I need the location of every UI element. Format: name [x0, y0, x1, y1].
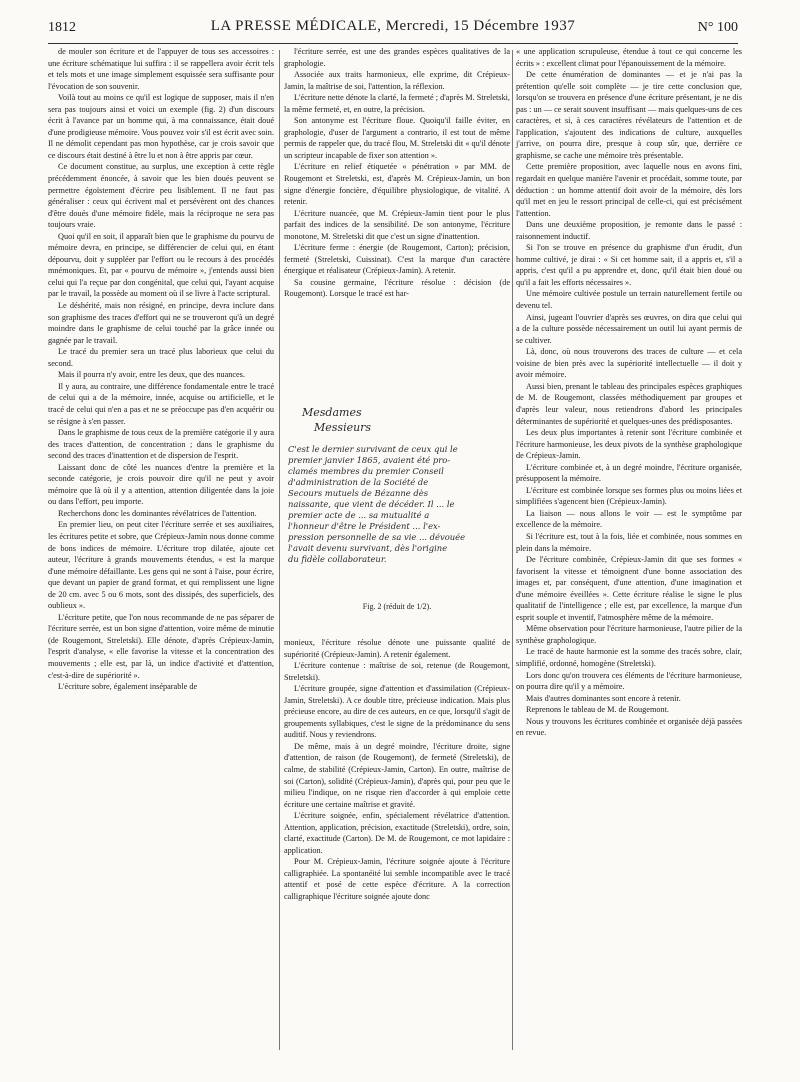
issue-number: N° 100	[697, 20, 738, 35]
paragraph: Ainsi, jugeant l'ouvrier d'après ses œuvres, on dira que celui qui a de la culture possède nécessairement un outil lui ayant permis de se cultiver.	[516, 312, 742, 345]
handwriting-image	[284, 400, 510, 592]
paragraph: Sa cousine germaine, l'écriture résolue : décision (de Rougemont). Lorsque le tracé est har-	[284, 277, 510, 299]
column-middle-bottom	[284, 637, 510, 1057]
paragraph: Mais il pourra n'y avoir, entre les deux, que des nuances.	[58, 370, 245, 380]
page-header	[48, 18, 738, 40]
paragraph: Le déshérité, mais non résigné, en principe, devra inclure dans son graphisme des traces d'effort qui ne se trouveront qu'à un degré moindre dans le graphisme de celui touché par la grâce innée ou gagnée par le travail.	[48, 301, 274, 345]
paragraph: L'écriture soignée, enfin, spécialement révélatrice d'attention. Attention, application, précision, exactitude (Streletski), ordre, soin, clarté, exactitude (Carton). De M. de Rougemont, ce mot lapidaire : application.	[284, 811, 510, 855]
paragraph: Pour M. Crépieux-Jamin, l'écriture soignée ajoute à l'écriture calligraphiée. La spontanéité lui semble incompatible avec le tracé attentif et posé de cette espèce d'écriture. A la correction calligraphique l'écriture soignée ajoute donc	[284, 857, 510, 902]
column-right	[516, 46, 742, 1056]
handwriting-line: l'honneur d'être le Président ... l'ex-	[288, 521, 441, 531]
paragraph: L'écriture est combinée lorsque ses formes plus ou moins liées et simplifiées s'agencent bien (Crépieux-Jamin).	[516, 485, 742, 507]
paragraph: Même observation pour l'écriture harmonieuse, l'autre pilier de la synthèse graphologique.	[516, 624, 742, 645]
column-divider-right	[512, 50, 513, 1050]
paragraph: L'écriture nette dénote la clarté, la fermeté ; d'après M. Streletski, la même fermeté, et, en outre, la précision.	[284, 93, 510, 114]
paragraph: Son antonyme est l'écriture floue. Quoiqu'il faille éviter, en graphologie, d'user de l'argument a contrario, il est tout de même permis de rappeler que, du tracé flou, M. Streletski dit « qu'il dénote un scripteur incapable de fixer son attention ».	[284, 116, 510, 160]
paragraph: Reprenons le tableau de M. de Rougemont.	[526, 705, 669, 715]
paragraph: Le tracé de haute harmonie est la somme des tracés sobre, clair, simplifié, ordonné, homogène (Streletski).	[516, 647, 742, 668]
paragraph: L'écriture en relief étiquetée « pénétration » par MM. de Rougemont et Streletski, est, d'après M. Crépieux-Jamin, un bon signe d'énergie foncière, d'équilibre physiologique, de vitalité. A retenir.	[284, 162, 510, 207]
paragraph: Le tracé du premier sera un tracé plus laborieux que celui du second.	[48, 347, 274, 368]
paragraph: Quoi qu'il en soit, il apparaît bien que le graphisme du pourvu de mémoire devra, en principe, se différencier de celui qui, en étant dépourvu, doit y suppléer par l'effort ou le recours à des procédés mnémoniques. Et, par « pourvu de mémoire », j'entends aussi bien celui qui l'a reçue par don congénital, que celui qui, l'ayant acquise par le travail, la possède au moment où il se livre à l'acte scriptural.	[48, 231, 274, 299]
figure-caption: Fig. 2 (réduit de 1/2).	[362, 602, 432, 611]
paragraph: L'écriture nuancée, que M. Crépieux-Jamin tient pour le plus parfait des indices de la sensibilité. De son antonyme, l'écriture monotone, M. Streletski dit que c'est un signe d'inattention.	[284, 208, 510, 241]
paragraph: « une application scrupuleuse, étendue à tout ce qui concerne les écrits » : excellent climat pour l'épanouissement de la mémoire.	[516, 47, 742, 68]
handwriting-line: Messieurs	[314, 421, 372, 434]
handwriting-line: C'est le dernier survivant de ceux qui le	[288, 444, 458, 454]
paragraph: De cette énumération de dominantes — et je n'ai pas la prétention qu'elle soit complète — je tire cette conclusion que, lorsqu'on se trouvera en présence d'une écriture présentant, je ne dis pas : un — ce serait souvent insuffisant — mais quelques-uns de ces caractères, et si, à ces caractères révélateurs de l'attention et de l'application, s'ajoutent des indications de culture, auxquelles j'arrive, on pourra dire, presque à coup sûr, que, derrière ce graphisme, se cache une mémoire très présentable.	[516, 70, 742, 160]
column-middle-top	[284, 46, 510, 386]
paragraph: Lors donc qu'on trouvera ces éléments de l'écriture harmonieuse, on pourra dire qu'il y a mémoire.	[516, 670, 742, 692]
handwriting-line: premier acte de ... sa mutualité a	[288, 510, 430, 520]
paragraph: de mouler son écriture et de l'appuyer de tous ses accessoires : une écriture schématique lui suffira : il se rappellera avoir écrit tels et tels mots et une image simplement esquissée sera suffisante pour l'évocation de son souvenir.	[48, 47, 274, 91]
handwriting-figure	[284, 400, 510, 592]
paragraph: En premier lieu, on peut citer l'écriture serrée et ses auxiliaires, les écritures petite et sobre, que Crépieux-Jamin nous donne comme de bons indices de mémoire. L'écriture trop dilatée, ajoute cet auteur, l'écriture à grands mouvements étendus, « est la marque d'une mémoire défaillante. Les gens qui ne sont à l'aise, pour écrire, que devant un papier de grand format, et qui remplissent une ligne de 20 cm. avec 5 ou 6 mots, sont des dissipés, des superficiels, des oublieux ».	[48, 520, 274, 611]
paragraph: La liaison — nous allons le voir — est le symptôme par excellence de la mémoire.	[516, 508, 742, 530]
journal-title: LA PRESSE MÉDICALE, Mercredi, 15 Décembre 1937	[210, 18, 576, 34]
paragraph: monieux, l'écriture résolue dénote une puissante qualité de supériorité (Crépieux-Jamin). A retenir également.	[284, 638, 510, 659]
handwriting-line: d'administration de la Société de	[288, 477, 429, 487]
handwriting-line: Mesdames	[302, 406, 362, 419]
header-rule	[48, 43, 738, 44]
column-left	[48, 46, 274, 1056]
handwriting-line: du fidèle collaborateur.	[288, 554, 387, 564]
handwriting-line: premier janvier 1865, avaient été pro-	[288, 455, 451, 465]
paragraph: Cette première proposition, avec laquelle nous en avons fini, regardait en quelque manière l'avenir et procédait, somme toute, par déduction : un homme attentif doit avoir de la mémoire, dès lors qu'il met en jeu le ressort principal de celle-ci, qui est précisément l'attention.	[516, 162, 742, 218]
paragraph: Dans le graphisme de tous ceux de la première catégorie il y aura des traces d'attention, de concentration ; dans le graphisme du second des traces d'inattention et de dispersion de l'esprit.	[48, 428, 274, 461]
paragraph: Laissant donc de côté les nuances d'entre la première et la seconde catégorie, je crois pouvoir dire qu'il ne peut y avoir mémoire que là où il y a attention, attention diligentée dans la joie ou dans l'effort, peu importe.	[48, 462, 274, 507]
paragraph: L'écriture combinée et, à un degré moindre, l'écriture organisée, présupposent la mémoire.	[516, 462, 742, 484]
paragraph: Les deux plus importantes à retenir sont l'écriture combinée et l'écriture harmonieuse, les deux pivots de la synthèse graphologique de Crépieux-Jamin.	[516, 428, 742, 461]
paragraph: Là, donc, où nous trouverons des traces de culture — et cela voisine de bien près avec la supériorité intellectuelle — il doit y avoir mémoire.	[516, 347, 742, 380]
paragraph: Recherchons donc les dominantes révélatrices de l'attention.	[58, 508, 257, 518]
paragraph: Aussi bien, prenant le tableau des principales espèces graphiques de M. de Rougemont, classées méthodiquement par groupes et d'après leur valeur, nous retiendrons d'abord les principales déterminantes de supériorité et quelques-unes des prédisposantes.	[516, 381, 742, 426]
paragraph: L'écriture ferme : énergie (de Rougemont, Carton); précision, fermeté (Streletski, Cuissinat). C'est la marque d'un caractère énergique et réalisateur (Crépieux-Jamin). A retenir.	[284, 243, 510, 276]
paragraph: Mais d'autres dominantes sont encore à retenir.	[526, 693, 681, 703]
paragraph: Une mémoire cultivée postule un terrain naturellement fertile ou devenu tel.	[516, 289, 742, 311]
handwriting-line: pression personnelle de sa vie ... dévouée	[288, 532, 466, 542]
paragraph: Si l'on se trouve en présence du graphisme d'un érudit, d'un homme cultivé, je dirai : « Si cet homme sait, il a appris et, s'il a appris, c'est qu'il a pu apprendre et, donc, qu'il était bien doué ou qu'il a fait les efforts nécessaires ».	[516, 243, 742, 287]
handwriting-line: l'avait devenu survivant, dès l'origine	[288, 543, 448, 553]
paragraph: Voilà tout au moins ce qu'il est logique de supposer, mais il n'en sera pas toujours ainsi et voici un exemple (fig. 2) d'un discours écrit à l'avance par un homme qui, à ma connaissance, était doué d'une prodigieuse mémoire. Vous pouvez voir s'il est écrit avec soin. Il ne démolit cependant pas mon hypothèse, car je crois savoir que ce discours était destiné à être lu et non à être appris par cœur.	[48, 93, 274, 160]
paragraph: L'écriture groupée, signe d'attention et d'assimilation (Crépieux-Jamin, Streletski). A ce double titre, précieuse indication. Mais plus précieuse encore, au dire de ces auteurs, en ce que, lorsqu'il s'agit de groupements syllabiques, c'est le signe de la prédominance du sens auditif. Nous y reviendrons.	[284, 684, 510, 740]
paragraph: Nous y trouvons les écritures combinée et organisée déjà passées en revue.	[516, 716, 742, 738]
handwriting-line: naissante, que vient de décéder. Il ... le	[288, 499, 455, 509]
paragraph: L'écriture sobre, également inséparable de	[58, 682, 198, 692]
paragraph: Il y aura, au contraire, une différence fondamentale entre le tracé de celui qui a de la mémoire, innée, acquise ou artificielle, et le tracé de celui qui n'en a pas et ne se préoccupe pas d'en acquérir ou se résigne à s'en passer.	[48, 381, 274, 426]
paragraph: Ce document constitue, au surplus, une exception à cette règle précédemment énoncée, à savoir que les bien doués peuvent se permettre égoïstement d'écrire peu lisiblement. Il ne faut pas généraliser : ceux qui écrivent mal et persévèrent ont des chances d'être doués d'une mémoire fidèle, mais la réciproque ne sera pas toujours vraie.	[48, 162, 274, 230]
paragraph: Associée aux traits harmonieux, elle exprime, dit Crépieux-Jamin, la maîtrise de soi, l'attention, la réflexion.	[284, 70, 510, 91]
paragraph: De même, mais à un degré moindre, l'écriture droite, signe d'attention, de raison (de Rougemont), de fermeté (Streletski), de calme, de stabilité (Crépieux-Jamin, Carton). En outre, maîtrise de soi (Carton), solidité (Crépieux-Jamin), d'après qui, pour peu que le milieu l'indique, on ne risque rien d'accorder à qui emploie cette écriture une certaine maîtrise et gravité.	[284, 741, 510, 809]
paragraph: L'écriture contenue : maîtrise de soi, retenue (de Rougemont, Streletski).	[284, 661, 510, 682]
paragraph: Si l'écriture est, tout à la fois, liée et combinée, nous sommes en plein dans la mémoire.	[516, 531, 742, 553]
handwriting-line: Secours mutuels de Bézanne dès	[288, 488, 428, 498]
paragraph: De l'écriture combinée, Crépieux-Jamin dit que ses formes « favorisent la vitesse et témoignent d'une bonne association des images et, par conséquent, d'une attention, d'une imagination et d'une mémoire éveillées ». Cette écriture réalise le signe le plus qualitatif de l'intelligence ; elle est, par excellence, la marque d'un esprit souple et inventif, l'atmosphère même de la mémoire.	[516, 555, 742, 622]
column-divider-left	[279, 50, 280, 1050]
paragraph: Dans une deuxième proposition, je remonte dans le passé : raisonnement inductif.	[516, 220, 742, 241]
paragraph: L'écriture petite, que l'on nous recommande de ne pas séparer de l'écriture serrée, est un bon signe d'attention, voire même de minutie (de Rougemont, Streletski). Elle dénote, d'après Crépieux-Jamin, l'esprit d'analyse, « elle favorise la vitesse et la concentration des mouvements ; elle est, par là, un indice d'activité et d'attention, c'est-à-dire de supériorité ».	[48, 612, 274, 680]
handwriting-line: clamés membres du premier Conseil	[288, 466, 444, 476]
page-number: 1812	[48, 20, 76, 35]
paragraph: l'écriture serrée, est une des grandes espèces qualitatives de la graphologie.	[284, 47, 510, 68]
